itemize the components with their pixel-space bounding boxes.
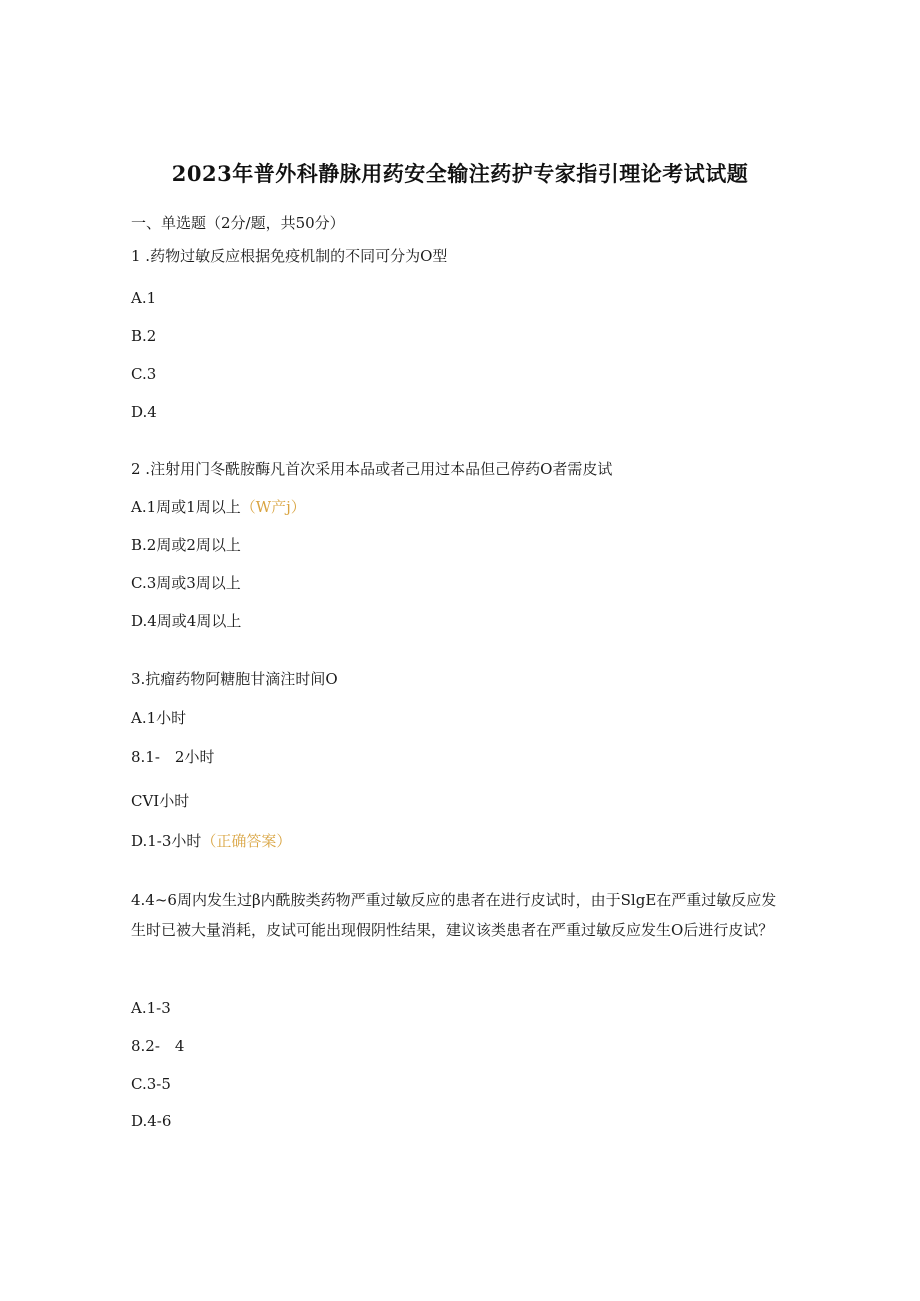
question-4-option-c: C.3-5 xyxy=(131,1075,171,1093)
question-2-stem: 2 .注射用门冬酰胺酶凡首次采用本品或者己用过本品但己停药O者需皮试 xyxy=(131,460,613,478)
answer-mark: （正确答案） xyxy=(201,832,292,850)
page-title: 2023年普外科静脉用药安全输注药护专家指引理论考试试题 xyxy=(171,161,749,186)
question-4-stem: 4.4~6周内发生过β内酰胺类药物严重过敏反应的患者在进行皮试时，由于SlgE在严重过敏反应发生时已被大量消耗，皮试可能出现假阴性结果，建议该类患者在严重过敏反应发生O后进行皮试？ xyxy=(131,891,777,939)
question-3-option-b: 8.1- 2小时 xyxy=(131,748,215,766)
question-2-option-a: A.1周或1周以上（W产j） xyxy=(131,498,306,516)
question-4-option-d: D.4-6 xyxy=(131,1112,172,1130)
question-4-option-b: 8.2- 4 xyxy=(131,1037,185,1055)
question-1-option-a: A.1 xyxy=(131,289,157,307)
question-1-option-b: B.2 xyxy=(131,327,157,345)
question-2-option-c: C.3周或3周以上 xyxy=(131,574,241,592)
question-3-option-a: A.1小时 xyxy=(131,709,187,727)
question-4-option-a: A.1-3 xyxy=(131,999,171,1017)
question-2-option-d: D.4周或4周以上 xyxy=(131,612,242,630)
question-3-option-c: CVI小时 xyxy=(131,792,190,810)
question-1-option-c: C.3 xyxy=(131,365,157,383)
question-3-stem: 3.抗瘤药物阿糖胞甘滴注时间O xyxy=(131,670,338,688)
question-3-option-d: D.1-3小时（正确答案） xyxy=(131,832,292,850)
question-2-option-b: B.2周或2周以上 xyxy=(131,536,241,554)
answer-mark: （W产j） xyxy=(240,498,306,516)
question-1-stem: 1 .药物过敏反应根据免疫机制的不同可分为O型 xyxy=(131,247,448,265)
section-heading: 一、单选题（2分/题，共50分） xyxy=(131,214,345,232)
question-1-option-d: D.4 xyxy=(131,403,157,421)
